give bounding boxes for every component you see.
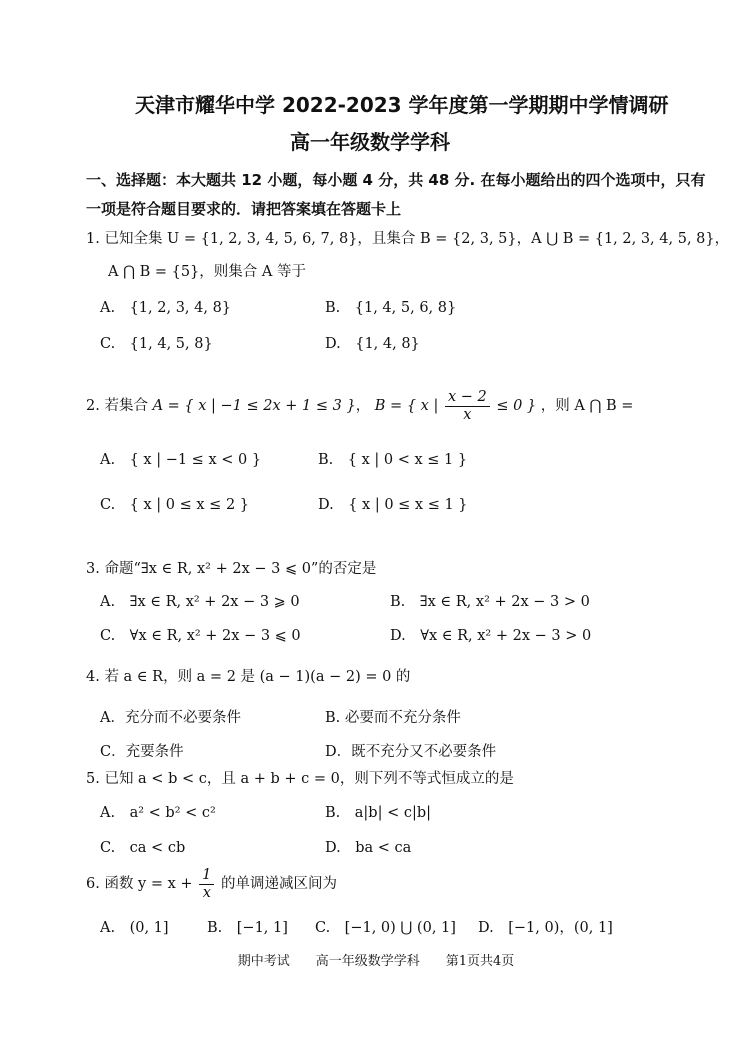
q1-option-d: D. {1, 4, 8} <box>325 336 420 352</box>
q5-option-c: C. ca < cb <box>100 840 186 856</box>
section-heading-line1: 一、选择题：本大题共 12 小题，每小题 4 分，共 48 分. 在每小题给出的四个选项中，只有 <box>86 171 706 189</box>
q2-fraction-numerator: x − 2 <box>445 389 490 407</box>
q2-set-b-tail: ≤ 0 } <box>496 398 537 414</box>
q4-option-d: D．既不充分又不必要条件 <box>325 744 497 760</box>
q3-option-b: B. ∃x ∈ R, x² + 2x − 3 > 0 <box>390 594 590 610</box>
q5-option-a: A. a² < b² < c² <box>100 805 216 821</box>
q5-option-d: D. ba < ca <box>325 840 412 856</box>
q4-option-b: B. 必要而不充分条件 <box>325 710 461 726</box>
q4-option-a: A．充分而不必要条件 <box>100 710 241 726</box>
q1-option-c: C. {1, 4, 5, 8} <box>100 336 213 352</box>
q2-option-c: C. { x | 0 ≤ x ≤ 2 } <box>100 497 250 513</box>
q6-stem <box>86 866 337 902</box>
q2-option-b: B. { x | 0 < x ≤ 1 } <box>318 452 468 468</box>
q1-option-b: B. {1, 4, 5, 6, 8} <box>325 300 457 316</box>
q1-option-a: A. {1, 2, 3, 4, 8} <box>100 300 232 316</box>
q3-stem: 3. 命题“∃x ∈ R, x² + 2x − 3 ⩽ 0”的否定是 <box>86 561 377 577</box>
q2-fraction-denominator: x <box>463 406 472 423</box>
q5-stem: 5. 已知 a < b < c，且 a + b + c = 0，则下列不等式恒成立的是 <box>86 771 514 787</box>
q6-fraction-numerator: 1 <box>199 867 214 885</box>
q6-stem-prefix: 6. 函数 y = x + <box>86 876 193 892</box>
q6-option-c: C. [−1, 0) ⋃ (0, 1] <box>315 920 456 936</box>
exam-title: 天津市耀华中学 2022-2023 学年度第一学期期中学情调研 <box>135 93 669 117</box>
q3-option-c: C. ∀x ∈ R, x² + 2x − 3 ⩽ 0 <box>100 628 301 644</box>
section-heading-line2: 一项是符合题目要求的．请把答案填在答题卡上 <box>86 200 402 218</box>
q5-option-b: B. a|b| < c|b| <box>325 805 432 821</box>
q2-option-a: A. { x | −1 ≤ x < 0 } <box>100 452 262 468</box>
q6-option-b: B. [−1, 1] <box>207 920 288 936</box>
q6-stem-suffix: 的单调递减区间为 <box>221 876 338 892</box>
q3-option-a: A. ∃x ∈ R, x² + 2x − 3 ⩾ 0 <box>100 594 300 610</box>
q4-option-c: C．充要条件 <box>100 744 184 760</box>
q6-fraction-denominator: x <box>202 884 211 901</box>
page-footer: 期中考试 高一年级数学学科 第1页共4页 <box>237 954 515 969</box>
q6-fraction <box>199 867 214 902</box>
q6-option-a: A. (0, 1] <box>100 920 169 936</box>
q2-set-b-lead: B = { x | <box>374 398 439 414</box>
q1-stem-line1: 1. 已知全集 U = {1, 2, 3, 4, 5, 6, 7, 8}，且集合 B = {2, 3, 5}，A ⋃ B = {1, 2, 3, 4, 5, 8}， <box>86 231 730 247</box>
q2-option-d: D. { x | 0 ≤ x ≤ 1 } <box>318 497 468 513</box>
q3-option-d: D. ∀x ∈ R, x² + 2x − 3 > 0 <box>390 628 592 644</box>
exam-subtitle: 高一年级数学学科 <box>290 130 450 154</box>
q1-stem-line2: A ⋂ B = {5}，则集合 A 等于 <box>108 264 306 280</box>
q2-fraction <box>445 389 490 424</box>
q2-stem-prefix: 2. 若集合 <box>86 398 148 414</box>
q6-option-d: D. [−1, 0)，(0, 1] <box>478 920 613 936</box>
q4-stem: 4. 若 a ∈ R，则 a = 2 是 (a − 1)(a − 2) = 0 的 <box>86 669 411 685</box>
q2-set-a: A = { x | −1 ≤ 2x + 1 ≤ 3 } <box>152 398 356 414</box>
q2-stem-suffix: ，则 A ⋂ B = <box>540 398 634 414</box>
q2-stem: 2. 若集合 A = { x | −1 ≤ 2x + 1 ≤ 3 }， B = { x | $\frac{x - 2}{x}$ ≤ 0 } ，则 A ⋂ B = <box>86 388 634 423</box>
